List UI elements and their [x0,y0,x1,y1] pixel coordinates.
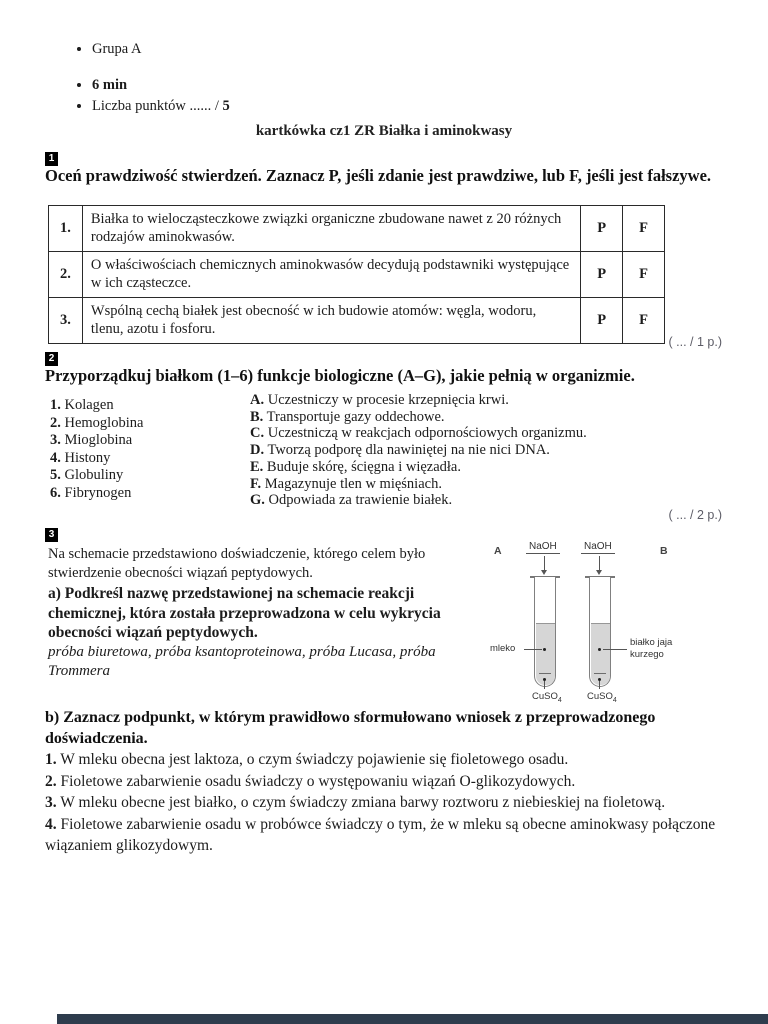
egg-white-line2: kurzego [630,648,664,660]
option-number: 3. [45,794,57,811]
item-label: Uczestniczą w reakcjach odpornościowych organizmu. [267,425,587,442]
task2-points: ( ... / 2 p.) [668,508,722,522]
option-text: W mleku obecne jest białko, o czym świadczy zmiana barwy roztworu z niebieskiej na fioletową. [60,794,666,811]
task1-heading: Oceń prawdziwość stwierdzeń. Zaznacz P, jeśli zdanie jest prawdziwe, lub F, jeśli jest fałszywe. [45,166,712,185]
answer-option[interactable] [45,814,749,857]
false-cell[interactable]: F [623,252,665,298]
list-item [250,409,587,426]
item-label: Mioglobina [64,432,133,449]
tube-b-content-dot [598,648,601,651]
task3-text-block [48,545,490,682]
true-cell[interactable]: P [581,298,623,344]
option-text: Fioletowe zabarwienie osadu świadczy o występowaniu wiązań O-glikozydowych. [60,772,576,790]
option-number: 2. [45,772,57,790]
option-text: Fioletowe zabarwienie osadu w probówce świadczy o tym, że w mleku są obecne aminokwasy połączone wiązaniem glikozydowym. [45,815,716,854]
false-cell[interactable]: F [623,298,665,344]
item-number: 1. [50,397,61,413]
tube-b-liquid [591,623,610,685]
time-label: 6 min [92,77,128,93]
list-item [50,397,143,415]
item-label: Magazynuje tlen w mięśniach. [264,475,442,492]
task3-sample-options: próba biuretowa, próba ksantoproteinowa, próba Lucasa, próba Trommera [48,643,436,679]
answer-option[interactable] [45,749,749,771]
item-label: Transportuje gazy oddechowe. [266,408,445,425]
true-cell[interactable]: P [581,206,623,252]
list-item [50,450,143,468]
naoh-arrowhead-b-icon [596,570,602,575]
item-label: Globuliny [64,467,124,484]
task1-points: ( ... / 1 p.) [668,335,722,349]
task1-marker: 1 [45,152,58,166]
document-title: kartkówka cz1 ZR Białka i aminokwasy [255,123,513,139]
cuso4-a-pointer [544,681,545,689]
item-label: Hemoglobina [64,414,144,431]
cuso4-base: CuSO [532,691,558,702]
true-cell[interactable]: P [581,252,623,298]
item-letter: D. [250,442,265,459]
item-number: 2. [50,414,61,431]
item-label: Odpowiada za trawienie białek. [268,492,453,509]
egg-white-pointer-line [603,649,627,650]
item-label: Kolagen [64,397,114,413]
item-letter: G. [250,492,265,509]
points-prefix: Liczba punktów ...... / [92,98,223,114]
option-text: W mleku obecna jest laktoza, o czym świadczy pojawienie się fioletowego osadu. [60,751,569,768]
item-number: 5. [50,467,61,484]
list-item [250,442,587,459]
task3-part-a: a) Podkreśl nazwę przedstawionej na schemacie reakcji chemicznej, która została przeprowadzona w celu wykrycia obecności wiązań peptydowych. [48,585,441,641]
naoh-arrow-a [544,556,545,571]
table-row [49,206,665,252]
list-item [50,415,143,433]
naoh-arrow-b [599,556,600,571]
row-statement: Białka to wielocząsteczkowe związki organiczne zbudowane nawet z 20 różnych rodzajów aminokwasów. [82,206,580,252]
egg-white-label [630,637,672,660]
row-statement: O właściwościach chemicznych aminokwasów decydują podstawniki występujące w ich cząsteczce. [82,252,580,298]
task2-marker: 2 [45,352,58,366]
bullet-points [92,97,230,115]
row-number: 1. [49,206,83,252]
task3-marker: 3 [45,528,58,542]
cuso4-base: CuSO [587,691,613,702]
item-number: 6. [50,484,61,501]
header-bullet-list [70,40,230,115]
experiment-diagram [482,537,746,707]
answer-option[interactable] [45,792,749,814]
milk-pointer-line [524,649,542,650]
list-item [50,467,143,485]
bullet-time [92,76,230,94]
item-letter: F. [250,475,262,492]
item-letter: E. [250,458,264,475]
item-number: 4. [50,449,61,466]
option-number: 4. [45,815,57,833]
list-item [50,432,143,450]
task3-part-b-heading: b) Zaznacz podpunkt, w którym prawidłowo sformułowano wniosek z przeprowadzonego doświadczenia. [45,709,656,747]
function-list [250,392,587,509]
group-label: Grupa A [92,41,142,57]
row-number: 2. [49,252,83,298]
item-letter: C. [250,425,265,442]
list-item [250,425,587,442]
item-label: Uczestniczy w procesie krzepnięcia krwi. [267,392,509,408]
tube-a-content-dot [543,648,546,651]
item-number: 3. [50,432,61,449]
list-item [250,392,587,409]
tube-b-label: B [660,545,668,557]
item-label: Buduje skórę, ścięgna i więzadła. [266,458,461,475]
naoh-label-a: NaOH [526,541,560,554]
task3-intro: Na schemacie przedstawiono doświadczenie, którego celem było stwierdzenie obecności wiązań peptydowych. [48,546,426,581]
cuso4-label-b [587,691,617,704]
next-page-bar [57,1014,768,1024]
tube-b-precipitate-line [594,673,606,674]
table-row [49,252,665,298]
task3-answer-options [45,749,749,857]
list-item [50,485,143,503]
naoh-arrowhead-a-icon [541,570,547,575]
milk-label: mleko [490,643,516,654]
answer-option[interactable] [45,771,749,793]
cuso4-sub: 4 [612,696,617,704]
item-label: Histony [64,449,111,466]
list-item [250,476,587,493]
tube-a-label: A [494,545,502,557]
item-letter: B. [250,408,264,425]
naoh-label-b: NaOH [581,541,615,554]
false-cell[interactable]: F [623,206,665,252]
points-max: 5 [222,98,230,114]
cuso4-b-pointer [599,681,600,689]
item-letter: A. [250,392,265,408]
item-label: Fibrynogen [64,484,132,501]
cuso4-sub: 4 [557,696,562,704]
protein-list [50,397,143,503]
tube-a-liquid [536,623,555,685]
cuso4-label-a [532,691,562,704]
option-number: 1. [45,751,57,768]
item-label: Tworzą podporę dla nawiniętej na nie nici DNA. [267,442,550,459]
task2-heading: Przyporządkuj białkom (1–6) funkcje biologiczne (A–G), jakie pełnią w organizmie. [45,366,635,385]
true-false-table [48,205,665,344]
list-item [250,492,587,509]
table-row [49,298,665,344]
row-statement: Wspólną cechą białek jest obecność w ich budowie atomów: węgla, wodoru, tlenu, azotu i fosforu. [82,298,580,344]
bullet-group [92,40,230,58]
row-number: 3. [49,298,83,344]
list-item [250,459,587,476]
tube-a-precipitate-line [539,673,551,674]
egg-white-line1: białko jaja [630,637,673,648]
